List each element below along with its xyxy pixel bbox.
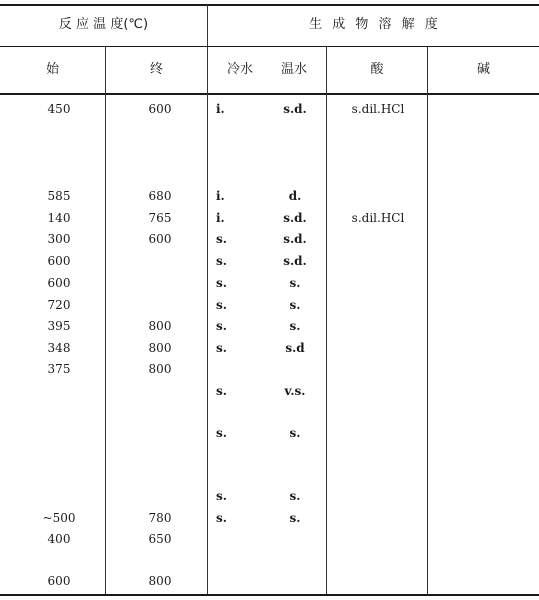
- cell-start: 720: [47, 298, 71, 312]
- cell-cold: s.: [216, 341, 227, 355]
- table-row: [0, 275, 539, 293]
- header-acid: 酸: [370, 62, 384, 77]
- cell-end: 780: [148, 511, 172, 525]
- header-start: 始: [45, 62, 59, 77]
- cell-start: 348: [47, 341, 71, 355]
- cell-cold: s.: [216, 254, 227, 268]
- cell-warm: v.s.: [284, 384, 306, 398]
- table-row: [0, 488, 539, 506]
- cell-cold: s.: [216, 426, 227, 440]
- cell-end: 600: [148, 102, 172, 116]
- cell-start: 400: [47, 532, 71, 546]
- cell-end: 600: [148, 232, 172, 246]
- cell-end: 765: [148, 211, 172, 225]
- cell-cold: s.: [216, 384, 227, 398]
- header-temperature-group: 反 应 温 度(℃): [58, 17, 149, 32]
- table-row: [0, 425, 539, 443]
- cell-cold: s.: [216, 232, 227, 246]
- cell-start: 395: [47, 319, 71, 333]
- table-row: [0, 101, 539, 119]
- table-row: [0, 297, 539, 315]
- cell-warm: s.: [289, 511, 301, 525]
- cell-start: 600: [47, 254, 71, 268]
- cell-end: 800: [148, 362, 172, 376]
- cell-warm: s.d.: [283, 232, 307, 246]
- cell-start: 450: [47, 102, 71, 116]
- header-end: 终: [149, 62, 163, 77]
- cell-acid: s.dil.HCl: [351, 102, 405, 116]
- table-row: [0, 318, 539, 336]
- cell-start: 375: [47, 362, 71, 376]
- cell-warm: s.: [289, 276, 301, 290]
- header-alkali: 碱: [476, 62, 490, 77]
- cell-warm: s.d: [285, 341, 305, 355]
- cell-warm: s.d.: [283, 102, 307, 116]
- header-sub-rule: [0, 46, 539, 47]
- cell-warm: s.d.: [283, 211, 307, 225]
- table-row: [0, 253, 539, 271]
- table-row: [0, 340, 539, 358]
- cell-end: 680: [148, 189, 172, 203]
- table-row: [0, 510, 539, 528]
- cell-cold: s.: [216, 298, 227, 312]
- cell-cold: s.: [216, 319, 227, 333]
- cell-cold: s.: [216, 511, 227, 525]
- cell-start: 600: [47, 276, 71, 290]
- cell-start: ~500: [42, 511, 76, 525]
- table-row: [0, 573, 539, 591]
- cell-cold: i.: [216, 211, 225, 225]
- table-row: [0, 361, 539, 379]
- cell-cold: i.: [216, 189, 225, 203]
- cell-start: 585: [47, 189, 71, 203]
- header-warm-water: 温水: [280, 62, 307, 77]
- table-row: [0, 210, 539, 228]
- cell-warm: s.: [289, 489, 301, 503]
- header-product-solubility-group: 生 成 物 溶 解 度: [309, 17, 438, 32]
- cell-warm: s.: [289, 426, 301, 440]
- cell-start: 140: [47, 211, 71, 225]
- cell-cold: i.: [216, 102, 225, 116]
- cell-acid: s.dil.HCl: [351, 211, 405, 225]
- cell-end: 800: [148, 319, 172, 333]
- cell-warm: s.: [289, 298, 301, 312]
- cell-start: 300: [47, 232, 71, 246]
- cell-cold: s.: [216, 489, 227, 503]
- cell-end: 800: [148, 574, 172, 588]
- header-cold-water: 冷水: [226, 62, 253, 77]
- cell-warm: s.: [289, 319, 301, 333]
- table-row: [0, 531, 539, 549]
- table-row: [0, 188, 539, 206]
- cell-warm: s.d.: [283, 254, 307, 268]
- table-row: [0, 383, 539, 401]
- bottom-rule: [0, 594, 539, 596]
- cell-warm: d.: [288, 189, 302, 203]
- table-row: [0, 231, 539, 249]
- header-bottom-rule: [0, 93, 539, 95]
- cell-start: 600: [47, 574, 71, 588]
- cell-end: 650: [148, 532, 172, 546]
- top-rule: [0, 4, 539, 6]
- cell-cold: s.: [216, 276, 227, 290]
- cell-end: 800: [148, 341, 172, 355]
